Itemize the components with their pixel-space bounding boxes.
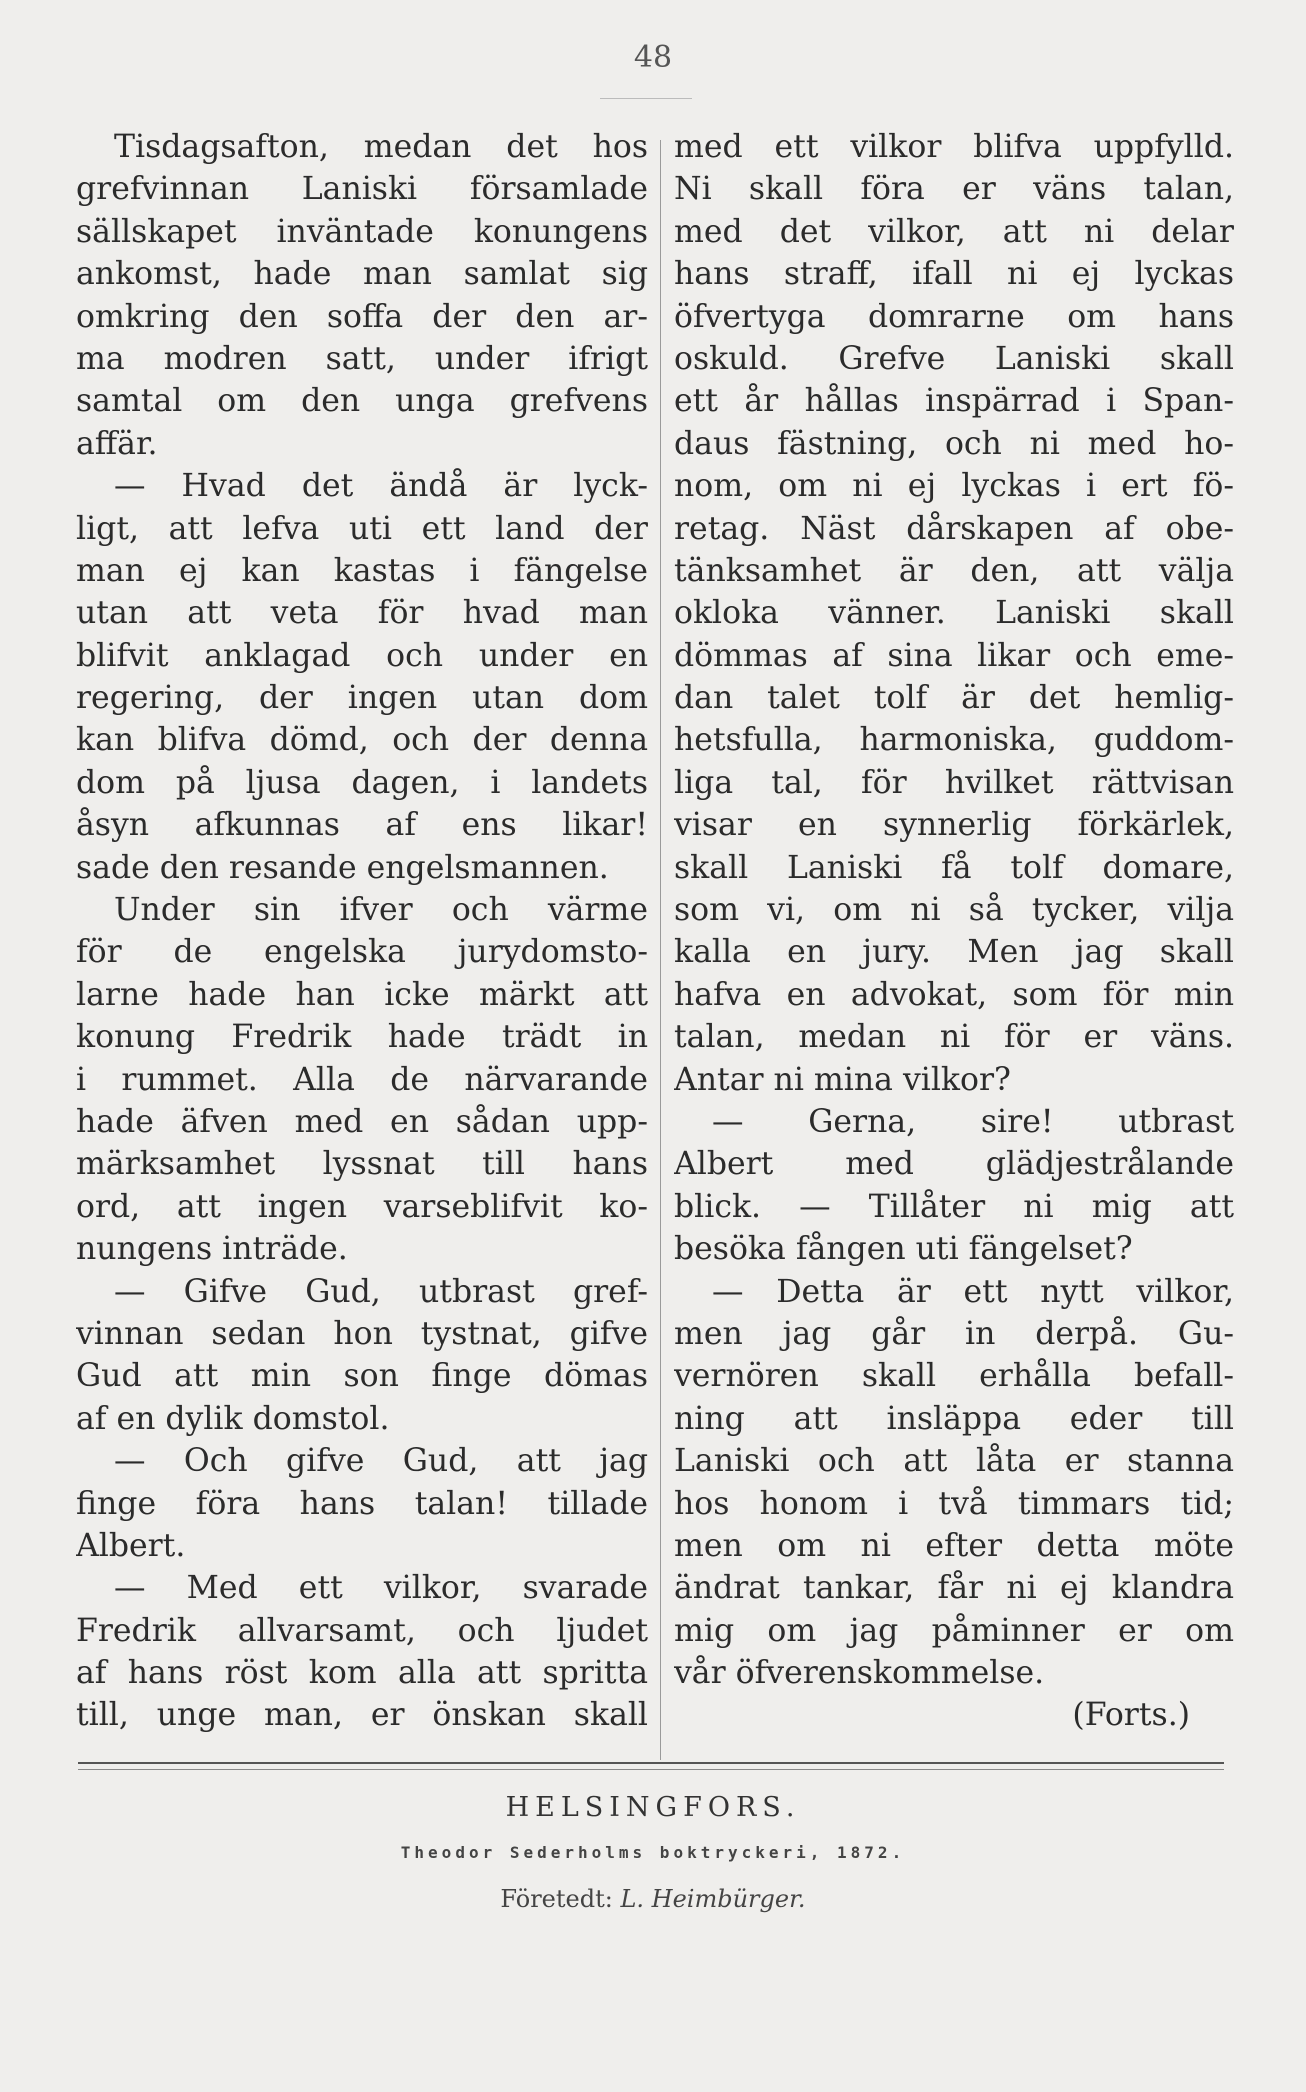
text-line: Albert med glädjestrålande — [674, 1146, 1234, 1183]
text-line: nungens inträde. — [76, 1231, 348, 1268]
text-line: — Med ett vilkor, svarade — [114, 1570, 648, 1607]
text-line: ligt, att lefva uti ett land der — [76, 510, 648, 547]
text-line: märksamhet lyssnat till hans — [76, 1146, 648, 1183]
text-line: i rummet. Alla de närvarande — [76, 1061, 648, 1098]
text-line: dom på ljusa dagen, i landets — [76, 764, 648, 801]
text-line: konung Fredrik hade trädt in — [76, 1019, 648, 1056]
text-line: samtal om den unga grefvens — [76, 383, 648, 420]
text-line: visar en synnerlig förkärlek, — [674, 807, 1234, 844]
text-line: ändrat tankar, får ni ej klandra — [674, 1570, 1234, 1607]
text-line: hos honom i två timmars tid; — [674, 1485, 1234, 1522]
imprint-editor-label: Företedt: — [500, 1885, 613, 1913]
text-line: — Gifve Gud, utbrast gref- — [114, 1273, 648, 1310]
imprint-editor — [0, 1885, 1306, 1913]
text-line: vernören skall erhålla befall- — [674, 1358, 1234, 1395]
text-line: åsyn afkunnas af ens likar! — [76, 807, 648, 844]
text-line: kan blifva dömd, och der denna — [76, 722, 648, 759]
text-line: utan att veta för hvad man — [76, 595, 648, 632]
right-text-column — [674, 126, 1234, 1737]
text-line: omkring den soffa der den ar- — [76, 298, 648, 335]
text-line: affär. — [76, 425, 158, 462]
text-line: af en dylik domstol. — [76, 1400, 390, 1437]
text-line: oskuld. Grefve Laniski skall — [674, 340, 1234, 377]
text-line: nom, om ni ej lyckas i ert fö- — [674, 468, 1234, 505]
text-line: daus fästning, och ni med ho- — [674, 425, 1234, 462]
text-line: blick. — Tillåter ni mig att — [674, 1188, 1234, 1225]
text-line: tänksamhet är den, att välja — [674, 552, 1234, 589]
text-line: Antar ni mina vilkor? — [674, 1061, 1011, 1098]
text-line: vår öfverenskommelse. — [674, 1655, 1045, 1692]
text-line: Fredrik allvarsamt, och ljudet — [76, 1612, 648, 1649]
text-line: besöka fången uti fängelset? — [674, 1231, 1133, 1268]
text-line: hans straff, ifall ni ej lyckas — [674, 256, 1234, 293]
text-line: dömmas af sina likar och eme- — [674, 637, 1234, 674]
column-divider — [660, 140, 661, 1760]
text-line: — Och gifve Gud, att jag — [114, 1443, 648, 1480]
text-line: sällskapet inväntade konungens — [76, 213, 648, 250]
text-line: Ni skall föra er väns talan, — [674, 171, 1234, 208]
text-line: ett år hållas inspärrad i Span- — [674, 383, 1234, 420]
text-line: vinnan sedan hon tystnat, gifve — [76, 1315, 648, 1352]
text-line: hafva en advokat, som för min — [674, 976, 1234, 1013]
text-line: — Detta är ett nytt vilkor, — [712, 1273, 1234, 1310]
imprint-editor-name: L. Heimbürger. — [620, 1885, 806, 1913]
page-number: 48 — [633, 40, 673, 75]
text-line: kalla en jury. Men jag skall — [674, 934, 1234, 971]
text-line: regering, der ingen utan dom — [76, 680, 648, 717]
text-line: — Hvad det ändå är lyck- — [114, 468, 648, 505]
text-line: men om ni efter detta möte — [674, 1527, 1234, 1564]
text-line: för de engelska jurydomsto- — [76, 934, 648, 971]
text-line: okloka vänner. Laniski skall — [674, 595, 1234, 632]
text-line: man ej kan kastas i fängelse — [76, 552, 648, 589]
text-line: som vi, om ni så tycker, vilja — [674, 892, 1234, 929]
text-line: Tisdagsafton, medan det hos — [114, 129, 648, 165]
text-line: ning att insläppa eder till — [674, 1400, 1234, 1437]
imprint-printer: Theodor Sederholms boktryckeri, 1872. — [400, 1843, 906, 1862]
text-line: larne hade han icke märkt att — [76, 976, 648, 1013]
text-line: ma modren satt, under ifrigt — [76, 340, 648, 377]
text-line: Under sin ifver och värme — [114, 892, 648, 929]
text-line: ord, att ingen varseblifvit ko- — [76, 1188, 648, 1225]
text-line: dan talet tolf är det hemlig- — [674, 680, 1234, 717]
text-line: med det vilkor, att ni delar — [674, 213, 1234, 250]
text-line: till, unge man, er önskan skall — [76, 1697, 648, 1734]
text-line: grefvinnan Laniski församlade — [76, 171, 648, 208]
text-line: Albert. — [76, 1527, 186, 1564]
text-line: — Gerna, sire! utbrast — [712, 1103, 1234, 1140]
left-text-column — [76, 126, 648, 1737]
page-number-rule — [600, 98, 692, 99]
text-line: blifvit anklagad och under en — [76, 637, 648, 674]
text-line: mig om jag påminner er om — [674, 1612, 1234, 1649]
text-line: Gud att min son finge dömas — [76, 1358, 648, 1395]
text-line: finge föra hans talan! tillade — [76, 1485, 648, 1522]
text-line: skall Laniski få tolf domare, — [674, 849, 1234, 886]
footer-rule-thick — [78, 1762, 1224, 1764]
text-line: öfvertyga domrarne om hans — [674, 298, 1234, 335]
text-line: retag. Näst dårskapen af obe- — [674, 510, 1234, 547]
text-line: hetsfulla, harmoniska, guddom- — [674, 722, 1234, 759]
text-line: ankomst, hade man samlat sig — [76, 256, 648, 293]
text-line: (Forts.) — [1072, 1697, 1190, 1734]
text-line: af hans röst kom alla att spritta — [76, 1655, 648, 1692]
text-line: sade den resande engelsmannen. — [76, 849, 609, 886]
text-line: talan, medan ni för er väns. — [674, 1019, 1234, 1056]
text-line: Laniski och att låta er stanna — [674, 1443, 1234, 1480]
footer-rule-thin — [78, 1769, 1224, 1770]
text-line: hade äfven med en sådan upp- — [76, 1103, 648, 1140]
text-line: med ett vilkor blifva uppfylld. — [674, 129, 1234, 165]
imprint-city: HELSINGFORS. — [505, 1792, 801, 1823]
text-line: men jag går in derpå. Gu- — [674, 1315, 1234, 1352]
text-line: liga tal, för hvilket rättvisan — [674, 764, 1234, 801]
